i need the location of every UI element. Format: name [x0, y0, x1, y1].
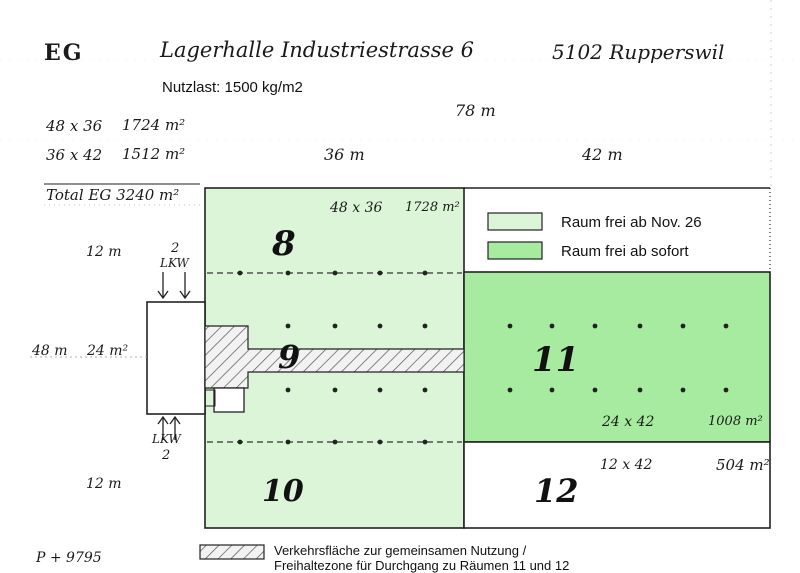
room-12-area [464, 442, 770, 528]
dim-height: 48 m [32, 343, 68, 359]
dim-right-width: 42 m [582, 145, 623, 164]
lkw-bottom-label: LKW [152, 432, 181, 446]
dim-annex-bottom: 12 m [86, 476, 122, 492]
stair-box [214, 388, 244, 412]
room-11-number: 11 [532, 340, 580, 380]
summary-dims-1: 48 x 36 [46, 117, 103, 135]
room-11-area: 1008 m² [708, 414, 763, 429]
annex-dock [147, 302, 205, 414]
legend-swatch-nov [488, 213, 542, 230]
room-8-number: 8 [272, 224, 296, 264]
load-label: Nutzlast: 1500 kg/m2 [162, 79, 303, 96]
summary-dims-2: 36 x 42 [46, 146, 103, 164]
room-8-dims: 48 x 36 [330, 200, 383, 216]
room-10-number: 10 [262, 474, 304, 509]
lkw-top-count: 2 [171, 241, 180, 256]
room-12-area: 504 m² [716, 456, 770, 474]
room-11-dims: 24 x 42 [602, 414, 655, 430]
room-12-dims: 12 x 42 [600, 457, 653, 473]
lkw-bottom-count: 2 [162, 448, 171, 463]
dim-overall-width: 78 m [455, 101, 496, 120]
cut-note: P + 9795 [36, 550, 102, 566]
building-title: Lagerhalle Industriestrasse 6 [160, 38, 474, 62]
dim-annex-area: 24 m² [87, 343, 129, 359]
legend-traffic-line2: Freihaltezone für Durchgang zu Räumen 11 und 12 [274, 558, 570, 573]
dim-annex-top: 12 m [86, 244, 122, 260]
floor-label: EG [44, 40, 84, 66]
legend-swatch-sofort [488, 242, 542, 259]
room-12-number: 12 [534, 472, 579, 510]
summary-total: Total EG 3240 m² [46, 186, 180, 204]
lkw-top-label: LKW [160, 256, 189, 270]
truck-arrows-top [158, 272, 190, 298]
dim-left-width: 36 m [324, 145, 365, 164]
location-label: 5102 Rupperswil [552, 40, 725, 64]
summary-area-2: 1512 m² [122, 145, 186, 163]
legend-traffic-line1: Verkehrsfläche zur gemeinsamen Nutzung / [274, 543, 527, 558]
room-9-number: 9 [278, 338, 301, 376]
legend-sofort-label: Raum frei ab sofort [561, 243, 689, 260]
room-8-area: 1728 m² [405, 200, 460, 215]
legend-nov-label: Raum frei ab Nov. 26 [561, 214, 702, 231]
legend-swatch-traffic [200, 545, 264, 559]
summary-area-1: 1724 m² [122, 116, 186, 134]
